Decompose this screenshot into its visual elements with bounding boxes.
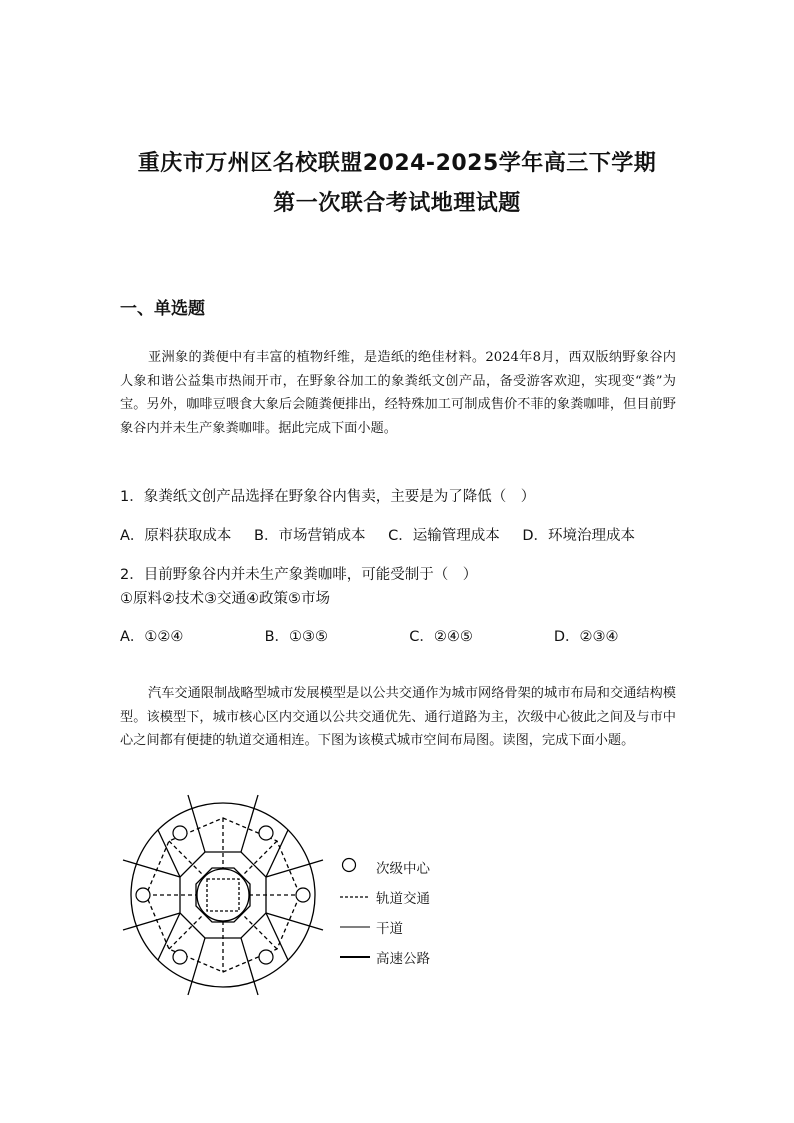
inner-octagon [196, 868, 250, 922]
question-2-stem: 2．目前野象谷内并未生产象粪咖啡，可能受制于（ ） [120, 567, 478, 583]
legend-label-secondary-center: 次级中心 [376, 861, 430, 877]
legend-item-rail [340, 882, 430, 912]
secondary-center-2 [259, 826, 273, 840]
legend-label-highway: 高速公路 [376, 951, 430, 967]
highway-w [123, 860, 180, 877]
q2-option-c[interactable]: C．②④⑤ [409, 629, 473, 645]
highway-w2 [123, 913, 180, 930]
legend-label-rail: 轨道交通 [376, 891, 430, 907]
secondary-center-4 [296, 888, 310, 902]
thick-line-icon [340, 949, 376, 965]
core-square [207, 879, 239, 911]
legend-item-arterial [340, 912, 430, 942]
diagram-legend [340, 852, 430, 972]
page-title-line2: 第一次联合考试地理试题 [273, 191, 521, 216]
page-title-line1: 重庆市万州区名校联盟2024-2025学年高三下学期 [137, 151, 657, 176]
core-circle [197, 869, 249, 921]
highway-s [188, 938, 205, 995]
secondary-center-6 [259, 950, 273, 964]
question-2-options [120, 625, 680, 646]
question-1-options [120, 524, 680, 545]
q2-option-b[interactable]: B．①③⑤ [264, 629, 329, 645]
legend-item-secondary-center [340, 852, 430, 882]
q1-option-b[interactable]: B．市场营销成本 [254, 528, 366, 544]
passage-1: 亚洲象的粪便中有丰富的植物纤维，是造纸的绝佳材料。2024年8月，西双版纳野象谷内人象和谐公益集市热闹开市，在野象谷加工的象粪纸文创产品，备受游客欢迎，实现变“粪”为宝。另外，咖啡豆喂食大象后会随粪便排出，经特殊加工可制成售价不菲的象粪咖啡，但目前野象谷内并未生产象粪咖啡。据此完成下面小题。 [120, 350, 676, 436]
q2-option-a[interactable]: A．①②④ [120, 629, 184, 645]
secondary-center-1 [173, 826, 187, 840]
q1-option-a[interactable]: A．原料获取成本 [120, 528, 232, 544]
highway-e2 [266, 913, 323, 930]
highway-n2 [241, 795, 258, 852]
question-1-stem: 1．象粪纸文创产品选择在野象谷内售卖，主要是为了降低（ ） [120, 489, 536, 505]
secondary-center-3 [136, 888, 150, 902]
dashed-line-icon [340, 889, 376, 905]
secondary-center-5 [173, 950, 187, 964]
arterial-octagon [180, 852, 266, 938]
circle-icon [340, 856, 376, 878]
legend-label-arterial: 干道 [376, 921, 403, 937]
q2-option-d[interactable]: D．②③④ [553, 629, 619, 645]
thin-line-icon [340, 919, 376, 935]
legend-item-highway [340, 942, 430, 972]
passage-2: 汽车交通限制战略型城市发展模型是以公共交通作为城市网络骨架的城市布局和交通结构模型。该模型下，城市核心区内交通以公共交通优先、通行道路为主，次级中心彼此之间及与市中心之间都有便捷的轨道交通相连。下图为该模式城市空间布局图。读图，完成下面小题。 [120, 686, 676, 748]
question-2-sub: ①原料②技术③交通④政策⑤市场 [120, 591, 330, 607]
highway-s2 [241, 938, 258, 995]
section-heading: 一、单选题 [120, 299, 205, 319]
highway-n [188, 795, 205, 852]
q1-option-d[interactable]: D．环境治理成本 [522, 528, 635, 544]
highway-e [266, 860, 323, 877]
q1-option-c[interactable]: C．运输管理成本 [388, 528, 500, 544]
